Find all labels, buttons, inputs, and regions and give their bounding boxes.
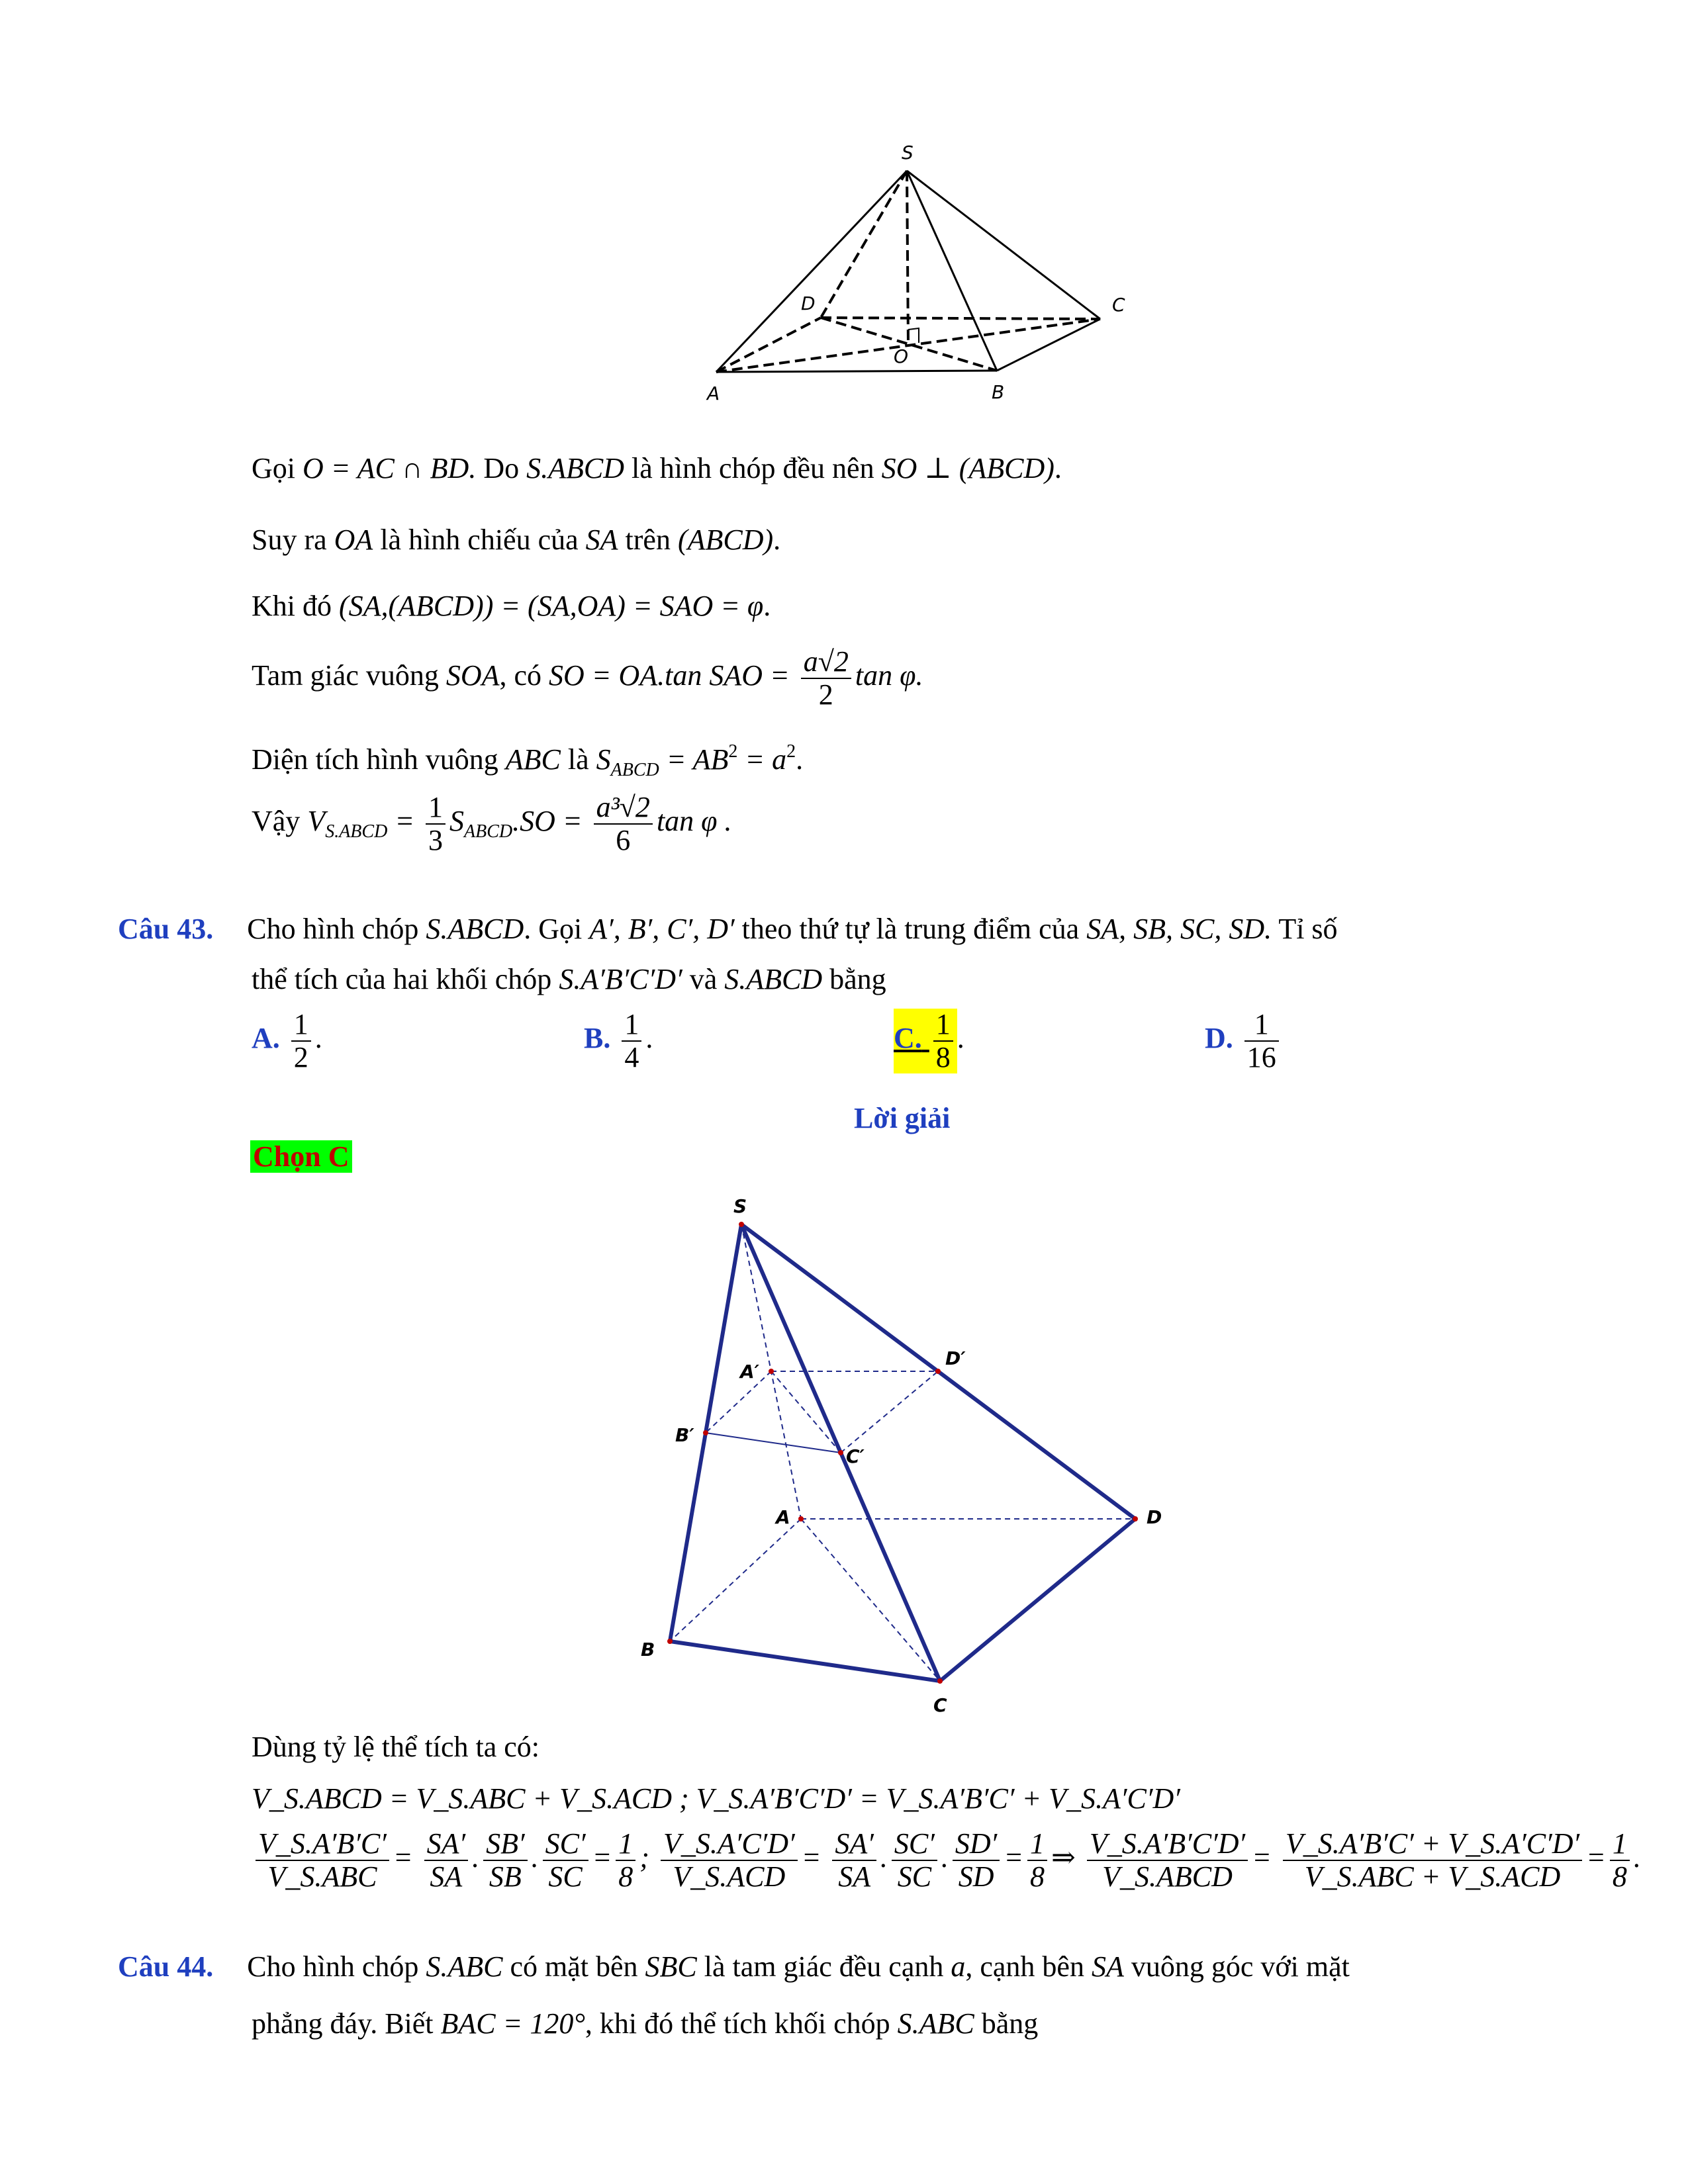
solution-title: Lời giải	[854, 1102, 951, 1134]
chosen-answer-badge: Chọn C	[250, 1140, 352, 1173]
option-c-selected[interactable]: C. $\frac{1}{8}$ .	[894, 1008, 964, 1073]
label-B: B	[992, 381, 1005, 403]
point-A1	[769, 1369, 774, 1374]
point-C	[937, 1678, 943, 1684]
label-C: C	[1112, 294, 1125, 316]
fraction: $\frac{SB'}{SB}$	[483, 1828, 528, 1893]
sol43-equation-1: V_S.ABCD = V_S.ABC + V_S.ACD ; V_S.A′B′C′D′ = V_S.A′B′C′ + V_S.A′C′D′	[252, 1782, 1180, 1815]
label-O: O	[894, 345, 909, 367]
point-D	[1133, 1516, 1138, 1522]
edge-SA	[716, 171, 907, 372]
fraction: $\frac{SC'}{SC}$	[543, 1828, 588, 1893]
fraction: $\frac{1}{3}$	[426, 792, 445, 856]
point-S	[739, 1222, 744, 1227]
edge-BC	[670, 1641, 940, 1681]
point-A	[798, 1516, 804, 1522]
label-B: B	[641, 1639, 655, 1661]
sol42-line6: Vậy $V_{S.ABCD}$ = $\frac{1}{3}$ $S_{ABCD}.SO$ = $\frac{\text{a³√2}}{6}$ tan φ .	[252, 791, 732, 856]
question-44-label: Câu 44.	[118, 1950, 214, 1983]
sol43-ratio-line: $\frac{V\_S.A'B'C'}{\text{V\_S.ABC}}$ = $\frac{SA'}{SA}$ . $\frac{SB'}{SB}$ . $\frac{SC'}{SC}$ = $\frac{1}{8}$ ; $\frac{V\_S.A'C'D'}{\text{V\_S.ACD}}$ = $\frac{SA'}{SA}$ . $\frac{SC'}{SC}$ . $\frac{SD'}{SD}$ = $\frac{1}{8}$ ⇒ $\frac{V\_S.A'B'C'D'}{\text{V\_S.ABCD}}$ = $\frac{V\_S.A'B'C' + V\_S.A'C'D'}{\text{V\_S.ABC + V\_S.ACD}}$ = $\frac{1}{8}$ .	[252, 1828, 1641, 1893]
fraction: $\frac{1}{8}$	[616, 1828, 635, 1893]
fraction: $\frac{V\_S.A'C'D'}{\text{V\_S.ACD}}$	[661, 1828, 798, 1893]
label-A: A	[776, 1506, 790, 1528]
fraction: $\frac{SA'}{SA}$	[424, 1828, 469, 1893]
fraction: $\frac{V\_S.A'B'C' + V\_S.A'C'D'}{\text{V\_S.ABC + V\_S.ACD}}$	[1283, 1828, 1582, 1893]
question-44-line1: Câu 44. Cho hình chóp S.ABC có mặt bên SBC là tam giác đều cạnh a, cạnh bên SA vuông góc với mặt	[118, 1950, 1350, 1983]
fraction: $\frac{1}{4}$	[622, 1009, 641, 1073]
point-D1	[935, 1369, 941, 1374]
pyramid-figure-1	[695, 132, 1158, 410]
diagonal-AC	[801, 1519, 940, 1681]
label-S: S	[902, 142, 914, 163]
fraction: $\frac{V\_S.A'B'C'D'}{\text{V\_S.ABCD}}$	[1087, 1828, 1248, 1893]
fraction: $\frac{1}{8}$	[1027, 1828, 1047, 1893]
fraction: $\frac{1}{8}$	[933, 1009, 953, 1073]
edge-AB	[716, 371, 997, 372]
fraction: $\frac{SA'}{SA}$	[832, 1828, 876, 1893]
segment-A1C1	[771, 1371, 841, 1453]
label-A: A	[707, 383, 720, 404]
point-B	[667, 1639, 673, 1644]
edge-CD	[940, 1519, 1135, 1681]
pyramid-figure-2	[635, 1185, 1192, 1741]
segment-C1D1	[841, 1371, 938, 1453]
fraction: $\frac{SD'}{SD}$	[953, 1828, 1000, 1893]
option-d[interactable]: D. $\frac{1}{16}$	[1205, 1009, 1283, 1073]
edge-SC	[907, 171, 1100, 319]
fraction: $\frac{a√2}{2}$	[801, 646, 851, 711]
fraction: $\frac{V\_S.A'B'C'}{\text{V\_S.ABC}}$	[256, 1828, 389, 1893]
edge-SB	[907, 171, 997, 371]
label-C: C	[933, 1694, 947, 1716]
sol43-intro: Dùng tỷ lệ thể tích ta có:	[252, 1731, 539, 1763]
question-43-label: Câu 43.	[118, 913, 214, 945]
edge-DC-hidden	[821, 318, 1100, 319]
sol42-line4: Tam giác vuông SOA, có SO = OA.tan SAO = $\frac{a√2}{2}$ tan φ.	[252, 645, 923, 711]
label-S: S	[733, 1195, 747, 1217]
label-A1: A′	[740, 1361, 760, 1383]
fraction: $\frac{1}{16}$	[1244, 1009, 1279, 1073]
option-a[interactable]: A. $\frac{1}{2}$ .	[252, 1008, 322, 1073]
point-B1	[703, 1430, 708, 1435]
sol42-line1: Gọi O = AC ∩ BD. Do S.ABCD là hình chóp đều nên SO ⊥ (ABCD).	[252, 452, 1062, 484]
sol42-line3: Khi đó (SA,(ABCD)) = (SA,OA) = SAO = φ.	[252, 590, 771, 622]
label-D: D	[801, 293, 816, 314]
edge-SD-hidden	[821, 171, 907, 318]
sol42-line5: Diện tích hình vuông ABC là $S_{ABCD} = AB^2 = a^2$.	[252, 741, 804, 780]
option-b[interactable]: B. $\frac{1}{4}$ .	[584, 1008, 653, 1073]
label-D: D	[1147, 1506, 1162, 1528]
label-B1: B′	[675, 1424, 694, 1446]
sol42-line2: Suy ra OA là hình chiếu của SA trên (ABCD).	[252, 523, 781, 556]
fraction: $\frac{1}{2}$	[291, 1009, 311, 1073]
fraction: $\frac{\text{a³√2}}{6}$	[594, 792, 653, 856]
segment-B1C1	[706, 1433, 841, 1453]
question-44-line2: phẳng đáy. Biết BAC = 120°, khi đó thể tích khối chóp S.ABC bằng	[252, 2007, 1039, 2040]
question-43-line2: thể tích của hai khối chóp S.A′B′C′D′ và S.ABCD bằng	[252, 963, 886, 995]
question-43-line1: Câu 43. Cho hình chóp S.ABCD. Gọi A′, B′, C′, D′ theo thứ tự là trung điểm của SA, SB, SC, SD. Tỉ số	[118, 913, 1338, 945]
label-D1: D′	[945, 1347, 966, 1369]
fraction: $\frac{1}{8}$	[1610, 1828, 1630, 1893]
fraction: $\frac{SC'}{SC}$	[892, 1828, 937, 1893]
right-angle-mark	[908, 328, 919, 343]
label-C1: C′	[846, 1445, 865, 1467]
point-C1	[838, 1450, 843, 1455]
